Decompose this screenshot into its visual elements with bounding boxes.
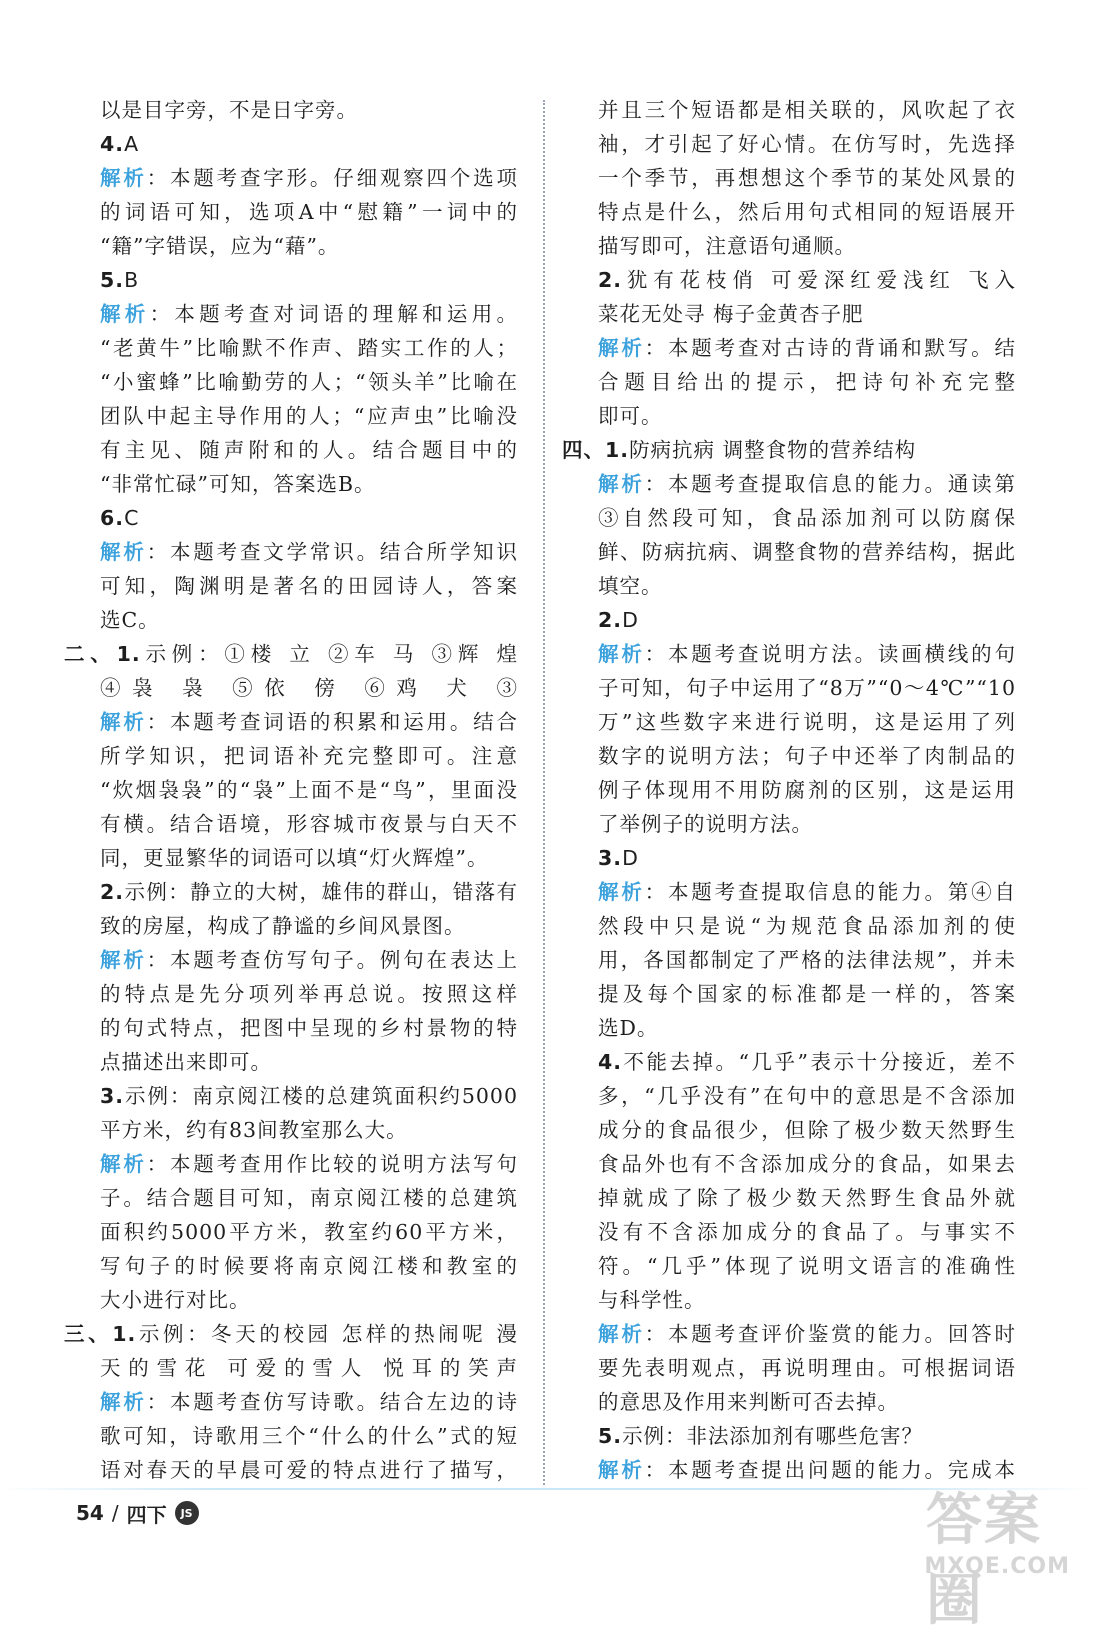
analysis-label: 解析: [100, 1390, 147, 1414]
text-line: 同，更显繁华的词语可以填“灯火辉煌”。: [100, 846, 489, 870]
text-line: 特点是什么，然后用句式相同的短语展开: [598, 200, 1016, 224]
text-line: 食品外也有不含添加成分的食品，如果去: [598, 1152, 1016, 1176]
analysis-line: 解析：本题考查字形。仔细观察四个选项: [100, 166, 518, 190]
question-3-answer: 3.D: [598, 846, 639, 870]
page-footer: [76, 1497, 199, 1529]
analysis-label: 解析: [598, 1322, 645, 1346]
analysis-label: 解析: [100, 1152, 147, 1176]
text-line: 致的房屋，构成了静谧的乡间风景图。: [100, 914, 466, 938]
text-line: 天的雪花 可爱的雪人 悦耳的笑声: [100, 1356, 518, 1380]
analysis-line: 解析：本题考查用作比较的说明方法写句: [100, 1152, 518, 1176]
section-2-q1: 二、1.示例：①楼 立 ②车 马 ③辉 煌: [64, 642, 518, 666]
text-line: 万”这些数字来进行说明，这是运用了列: [598, 710, 1016, 734]
text-line: 大小进行对比。: [100, 1288, 251, 1312]
text-line: 子。结合题目可知，南京阅江楼的总建筑: [100, 1186, 518, 1210]
js-badge-icon: JS: [175, 1501, 199, 1525]
analysis-line: 解析：本题考查仿写句子。例句在表达上: [100, 948, 518, 972]
left-column: [64, 93, 518, 1487]
text-line: 的句式特点，把图中呈现的乡村景物的特: [100, 1016, 518, 1040]
text-line: 要先表明观点，再说明理由。可根据词语: [598, 1356, 1016, 1380]
text-line: 面积约5000平方米，教室约60平方米，: [100, 1220, 518, 1244]
page-number: 54: [76, 1501, 104, 1525]
text-line: 点描述出来即可。: [100, 1050, 272, 1074]
text-line: 团队中起主导作用的人；“应声虫”比喻没: [100, 404, 518, 428]
analysis-label: 解析: [598, 336, 645, 360]
text-line: 平方米，约有83间教室那么大。: [100, 1118, 408, 1142]
text-line: 子可知，句子中运用了“8万”“0～4℃”“10: [598, 676, 1016, 700]
text-line: 有横。结合语境，形容城市夜景与白天不: [100, 812, 518, 836]
text-line: “炊烟袅袅”的“袅”上面不是“鸟”，里面没: [100, 778, 518, 802]
watermark-brand: 答案圈: [926, 1488, 1042, 1633]
text-line: ③自然段可知，食品添加剂可以防腐保: [598, 506, 1016, 530]
watermark-site: MXQE.COM: [924, 1554, 1070, 1579]
text-line: 语对春天的早晨可爱的特点进行了描写，: [100, 1458, 518, 1482]
right-column: [562, 93, 1016, 1487]
text-line: 菜花无处寻 梅子金黄杏子肥: [598, 302, 864, 326]
text-line: 符。“几乎”体现了说明文语言的准确性: [598, 1254, 1016, 1278]
text-line: 所学知识，把词语补充完整即可。注意: [100, 744, 518, 768]
grade-label: 四下: [126, 1502, 167, 1527]
analysis-label: 解析: [598, 472, 645, 496]
text-line: 选D。: [598, 1016, 659, 1040]
text-line: 歌可知，诗歌用三个“什么的什么”式的短: [100, 1424, 518, 1448]
column-divider: [543, 100, 545, 1485]
question-2: 2.示例：静立的大树，雄伟的群山，错落有: [100, 880, 518, 904]
text-line: 提及每个国家的标准都是一样的，答案: [598, 982, 1016, 1006]
analysis-line: 解析：本题考查对古诗的背诵和默写。结: [598, 336, 1016, 360]
analysis-line: 解析：本题考查提取信息的能力。第④自: [598, 880, 1016, 904]
text-line: 即可。: [598, 404, 663, 428]
text-line: 袖，才引起了好心情。在仿写时，先选择: [598, 132, 1016, 156]
text-line: 掉就成了除了极少数天然野生食品外就: [598, 1186, 1016, 1210]
analysis-line: 解析：本题考查文学常识。结合所学知识: [100, 540, 518, 564]
analysis-label: 解析: [100, 710, 147, 734]
text-line: ④袅 袅 ⑤依 傍 ⑥鸡 犬 ③: [100, 676, 518, 700]
question-2: 2.犹有花枝俏 可爱深红爱浅红 飞入: [598, 268, 1016, 292]
text-line: “籍”字错误，应为“藉”。: [100, 234, 340, 258]
text-line: “小蜜蜂”比喻勤劳的人；“领头羊”比喻在: [100, 370, 518, 394]
question-2-answer: 2.D: [598, 608, 639, 632]
analysis-line: 解析：本题考查说明方法。读画横线的句: [598, 642, 1016, 666]
text-line: 的词语可知，选项A中“慰籍”一词中的: [100, 200, 518, 224]
analysis-line: 解析：本题考查提出问题的能力。完成本: [598, 1458, 1016, 1482]
analysis-label: 解析: [100, 948, 147, 972]
text-line: 了举例子的说明方法。: [598, 812, 813, 836]
question-4: 4.A: [100, 132, 140, 156]
text-line: 的特点是先分项列举再总说。按照这样: [100, 982, 518, 1006]
analysis-label: 解析: [100, 166, 147, 190]
text-line: 例子体现用不用防腐剂的区别，这是运用: [598, 778, 1016, 802]
question-6: 6.C: [100, 506, 140, 530]
analysis-label: 解析: [598, 1458, 645, 1482]
text-line: 可知，陶渊明是著名的田园诗人，答案: [100, 574, 518, 598]
text-line: 有主见、随声附和的人。结合题目中的: [100, 438, 518, 462]
text-line: 合题目给出的提示，把诗句补充完整: [598, 370, 1016, 394]
analysis-line: 解析：本题考查提取信息的能力。通读第: [598, 472, 1016, 496]
text-line: “老黄牛”比喻默不作声、踏实工作的人；: [100, 336, 518, 360]
text-line: 并且三个短语都是相关联的，风吹起了衣: [598, 98, 1016, 122]
text-line: 鲜、防病抗病、调整食物的营养结构，据此: [598, 540, 1016, 564]
text-line: 以是目字旁，不是日字旁。: [100, 98, 358, 122]
text-line: 一个季节，再想想这个季节的某处风景的: [598, 166, 1016, 190]
analysis-label: 解析: [100, 302, 150, 326]
question-5: 5.示例：非法添加剂有哪些危害？: [598, 1424, 924, 1448]
question-3: 3.示例：南京阅江楼的总建筑面积约5000: [100, 1084, 518, 1108]
analysis-line: 解析：本题考查仿写诗歌。结合左边的诗: [100, 1390, 518, 1414]
question-4: 4.不能去掉。“几乎”表示十分接近，差不: [598, 1050, 1016, 1074]
text-line: 描写即可，注意语句通顺。: [598, 234, 856, 258]
text-line: 数字的说明方法；句子中还举了肉制品的: [598, 744, 1016, 768]
analysis-label: 解析: [100, 540, 147, 564]
text-line: 没有不含添加成分的食品了。与事实不: [598, 1220, 1016, 1244]
text-line: 选C。: [100, 608, 160, 632]
analysis-line: 解析：本题考查对词语的理解和运用。: [100, 302, 518, 326]
section-3-q1: 三、1.示例：冬天的校园 怎样的热闹呢 漫: [64, 1322, 518, 1346]
text-line: 与科学性。: [598, 1288, 706, 1312]
analysis-label: 解析: [598, 642, 645, 666]
text-line: 然段中只是说“为规范食品添加剂的使: [598, 914, 1016, 938]
footer-slash: /: [111, 1501, 119, 1525]
text-line: 的意思及作用来判断可否去掉。: [598, 1390, 899, 1414]
text-line: 成分的食品很少，但除了极少数天然野生: [598, 1118, 1016, 1142]
analysis-line: 解析：本题考查词语的积累和运用。结合: [100, 710, 518, 734]
analysis-label: 解析: [598, 880, 645, 904]
watermark: [924, 1476, 1076, 1633]
text-line: 写句子的时候要将南京阅江楼和教室的: [100, 1254, 518, 1278]
text-line: 用，各国都制定了严格的法律法规”，并未: [598, 948, 1016, 972]
text-line: 填空。: [598, 574, 663, 598]
analysis-line: 解析：本题考查评价鉴赏的能力。回答时: [598, 1322, 1016, 1346]
text-line: “非常忙碌”可知，答案选B。: [100, 472, 376, 496]
section-4-q1: 四、1.防病抗病 调整食物的营养结构: [562, 438, 917, 462]
question-5: 5.B: [100, 268, 140, 292]
text-line: 多，“几乎没有”在句中的意思是不含添加: [598, 1084, 1016, 1108]
